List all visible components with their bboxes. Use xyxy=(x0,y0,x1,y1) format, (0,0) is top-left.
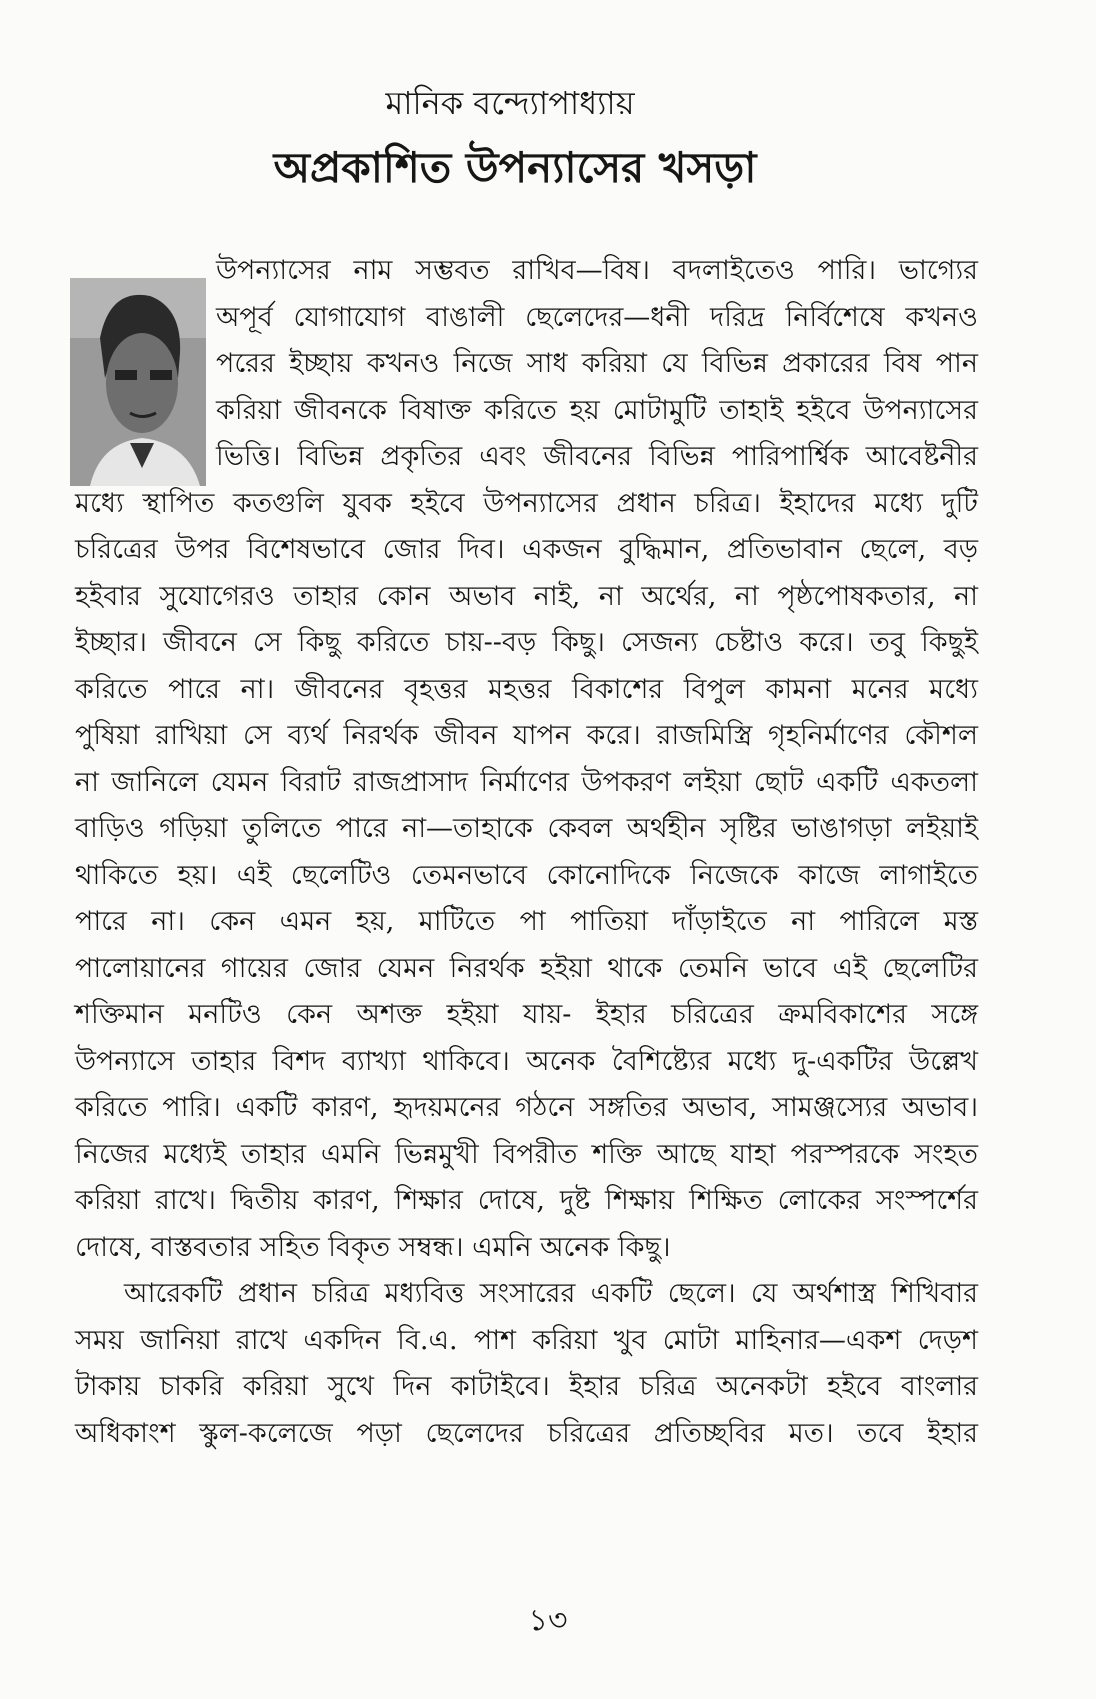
text-line: নিজের মধ্যেই তাহার এমনি ভিন্নমুখী বিপরীত শক্তি আছে যাহা পরস্পরকে সংহত xyxy=(75,1138,978,1170)
text-line: থাকিতে হয়। এই ছেলেটিও তেমনভাবে কোনোদিকে নিজেকে কাজে লাগাইতে xyxy=(75,859,978,891)
text-line: সময় জানিয়া রাখে একদিন বি.এ. পাশ করিয়া খুব মোটা মাহিনার—একশ দেড়শ xyxy=(75,1324,978,1356)
text-line: পুষিয়া রাখিয়া সে ব্যর্থ নিরর্থক জীবন যাপন করে। রাজমিস্ত্রি গৃহনির্মাণের কৌশল xyxy=(75,720,978,751)
author-portrait xyxy=(70,278,206,486)
text-line: করিয়া জীবনকে বিষাক্ত করিতে হয় মোটামুটি তাহাই হইবে উপন্যাসের xyxy=(216,394,978,426)
text-line: করিতে পারি। একটি কারণ, হৃদয়মনের গঠনে সঙ্গতির অভাব, সামঞ্জস্যের অভাব। xyxy=(75,1092,978,1123)
author-name: মানিক বন্দ্যোপাধ্যায় xyxy=(385,84,635,122)
text-line: ভিত্তি। বিভিন্ন প্রকৃতির এবং জীবনের বিভিন্ন পারিপার্শ্বিক আবেষ্টনীর xyxy=(216,441,978,472)
text-line: উপন্যাসে তাহার বিশদ ব্যাখ্যা থাকিবে। অনেক বৈশিষ্ট্যের মধ্যে দু-একটির উল্লেখ xyxy=(75,1045,978,1077)
text-line: করিতে পারে না। জীবনের বৃহত্তর মহত্তর বিকাশের বিপুল কামনা মনের মধ্যে xyxy=(75,673,978,705)
text-line: হইবার সুযোগেরও তাহার কোন অভাব নাই, না অর্থের, না পৃষ্ঠপোষকতার, না xyxy=(75,580,978,612)
page-title: অপ্রকাশিত উপন্যাসের খসড়া xyxy=(273,143,757,192)
text-line: অপূর্ব যোগাযোগ বাঙালী ছেলেদের—ধনী দরিদ্র নির্বিশেষে কখনও xyxy=(216,301,978,333)
text-line: উপন্যাসের নাম সম্ভবত রাখিব—বিষ। বদলাইতেও পারি। ভাগ্যের xyxy=(216,255,978,286)
text-line: করিয়া রাখে। দ্বিতীয় কারণ, শিক্ষার দোষে, দুষ্ট শিক্ষায় শিক্ষিত লোকের সংস্পর্শের xyxy=(75,1185,978,1216)
portrait-image xyxy=(70,278,206,486)
text-line: টাকায় চাকরি করিয়া সুখে দিন কাটাইবে। ইহার চরিত্র অনেকটা হইবে বাংলার xyxy=(75,1371,978,1402)
text-line: অধিকাংশ স্কুল-কলেজে পড়া ছেলেদের চরিত্রের প্রতিচ্ছবির মত। তবে ইহার xyxy=(75,1417,978,1449)
text-line: পরের ইচ্ছায় কখনও নিজে সাধ করিয়া যে বিভিন্ন প্রকারের বিষ পান xyxy=(216,348,978,379)
text-line: দোষে, বাস্তবতার সহিত বিকৃত সম্বন্ধ। এমনি অনেক কিছু। xyxy=(75,1231,671,1263)
text-line: ইচ্ছার। জীবনে সে কিছু করিতে চায়--বড় কিছু। সেজন্য চেষ্টাও করে। তবু কিছুই xyxy=(75,627,978,658)
text-line: শক্তিমান মনটিও কেন অশক্ত হইয়া যায়- ইহার চরিত্রের ক্রমবিকাশের সঙ্গে xyxy=(75,999,978,1030)
text-line: না জানিলে যেমন বিরাট রাজপ্রাসাদ নির্মাণের উপকরণ লইয়া ছোট একটি একতলা xyxy=(75,766,978,798)
text-line: পারে না। কেন এমন হয়, মাটিতে পা পাতিয়া দাঁড়াইতে না পারিলে মস্ত xyxy=(75,906,978,937)
text-line: বাড়িও গড়িয়া তুলিতে পারে না—তাহাকে কেবল অর্থহীন সৃষ্টির ভাঙাগড়া লইয়াই xyxy=(75,813,978,844)
page-number: ১৩ xyxy=(528,1603,568,1638)
text-line: মধ্যে স্থাপিত কতগুলি যুবক হইবে উপন্যাসের প্রধান চরিত্র। ইহাদের মধ্যে দুটি xyxy=(75,487,978,519)
text-line: আরেকটি প্রধান চরিত্র মধ্যবিত্ত সংসারের একটি ছেলে। যে অর্থশাস্ত্র শিখিবার xyxy=(124,1278,978,1309)
text-line: চরিত্রের উপর বিশেষভাবে জোর দিব। একজন বুদ্ধিমান, প্রতিভাবান ছেলে, বড় xyxy=(75,534,978,565)
text-line: পালোয়ানের গায়ের জোর যেমন নিরর্থক হইয়া থাকে তেমনি ভাবে এই ছেলেটির xyxy=(75,952,978,984)
